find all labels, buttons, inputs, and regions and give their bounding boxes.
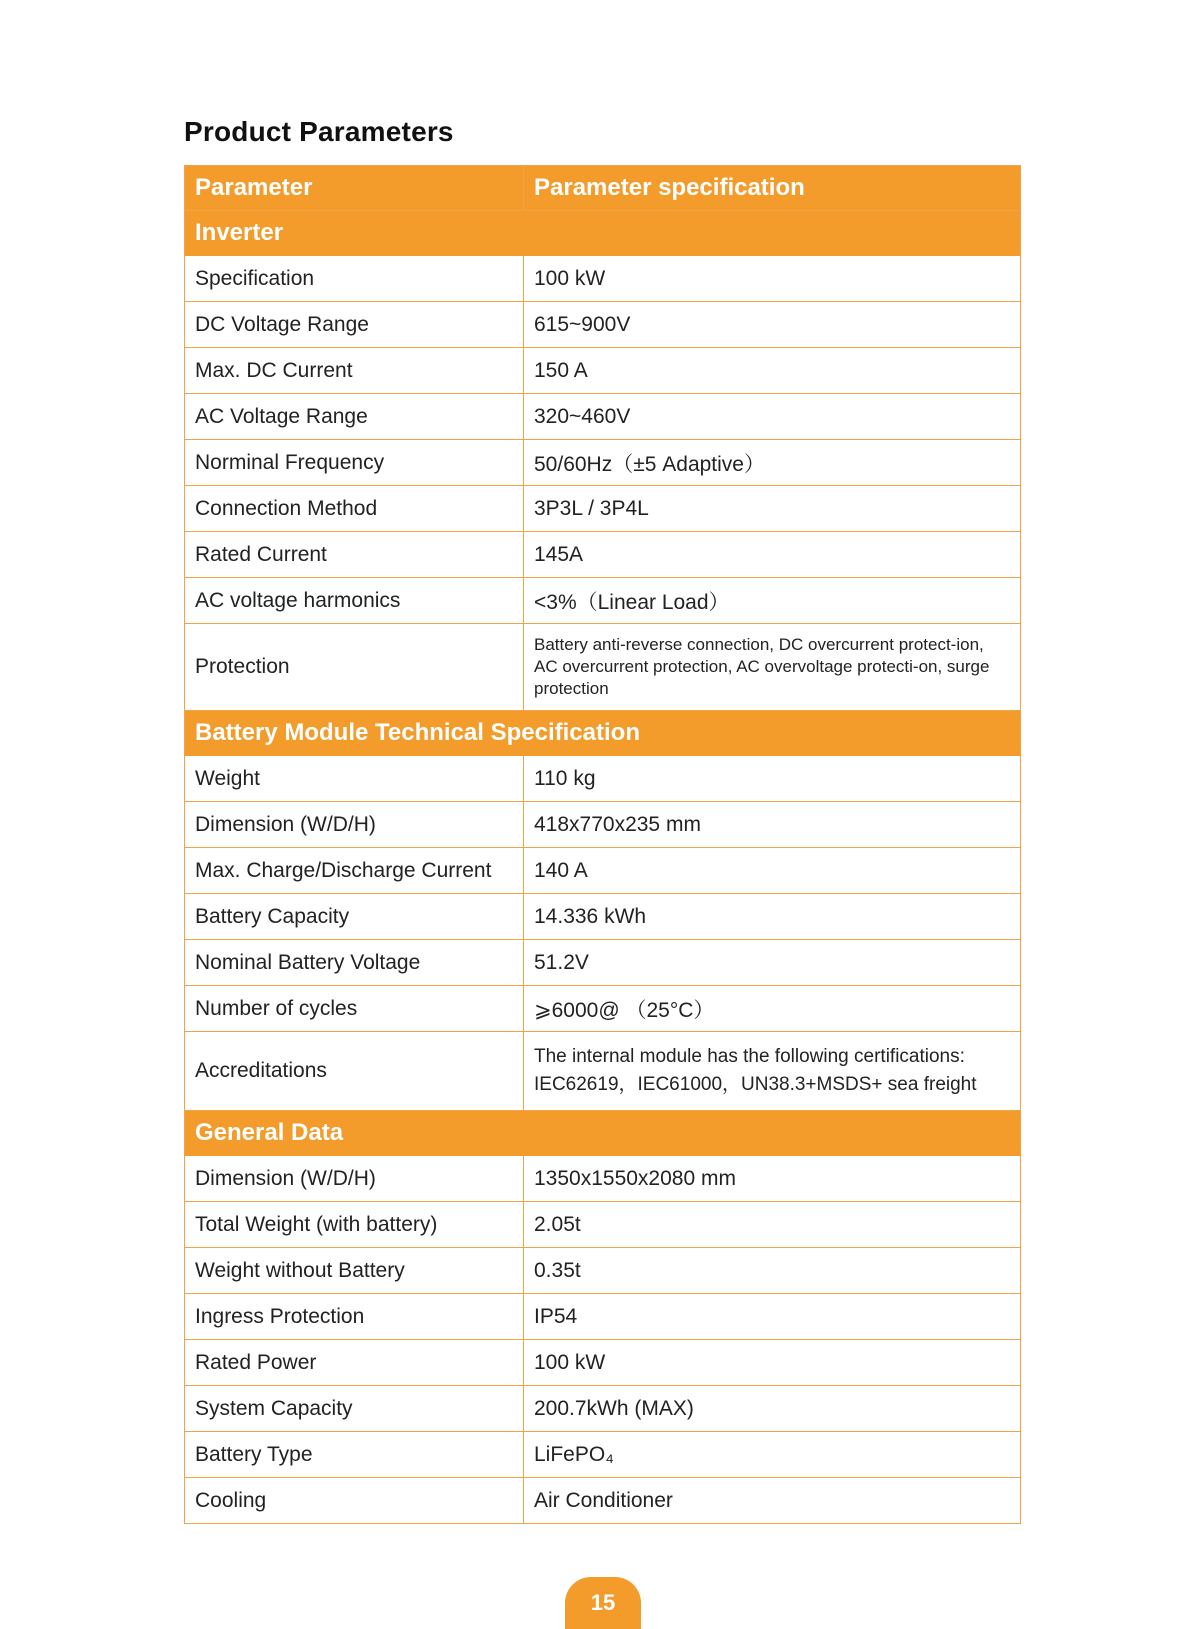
value-cell: 0.35t [524,1248,1021,1294]
param-cell: Max. DC Current [185,348,524,394]
param-cell: Connection Method [185,486,524,532]
param-cell: AC Voltage Range [185,394,524,440]
param-cell: Rated Power [185,1340,524,1386]
value-cell: 200.7kWh (MAX) [524,1386,1021,1432]
table-row [185,302,1021,348]
table-row [185,1386,1021,1432]
table-row [185,532,1021,578]
product-parameters-table [184,165,1021,1524]
table-row [185,986,1021,1032]
value-cell: The internal module has the following certifications: IEC62619，IEC61000，UN38.3+MSDS+ sea freight [524,1032,1021,1111]
value-cell: ⩾6000@ （25°C） [524,986,1021,1032]
param-cell: Total Weight (with battery) [185,1202,524,1248]
param-cell: Norminal Frequency [185,440,524,486]
header-parameter: Parameter [185,166,524,211]
value-cell: LiFePO₄ [524,1432,1021,1478]
param-cell: Cooling [185,1478,524,1524]
value-cell: 140 A [524,848,1021,894]
table-row [185,440,1021,486]
table-row [185,1156,1021,1202]
param-cell: Weight without Battery [185,1248,524,1294]
param-cell: DC Voltage Range [185,302,524,348]
table-row [185,1478,1021,1524]
value-cell: 1350x1550x2080 mm [524,1156,1021,1202]
value-cell: 110 kg [524,756,1021,802]
param-cell: Accreditations [185,1032,524,1111]
value-cell: <3%（Linear Load） [524,578,1021,624]
value-cell: 615~900V [524,302,1021,348]
value-cell: 150 A [524,348,1021,394]
value-cell: 100 kW [524,256,1021,302]
table-row [185,1294,1021,1340]
table-header-row [185,166,1021,211]
table-row [185,348,1021,394]
table-row [185,1032,1021,1111]
table-row [185,578,1021,624]
param-cell: Dimension (W/D/H) [185,802,524,848]
value-cell: 51.2V [524,940,1021,986]
param-cell: Battery Type [185,1432,524,1478]
param-cell: Ingress Protection [185,1294,524,1340]
value-cell: 320~460V [524,394,1021,440]
value-cell: 100 kW [524,1340,1021,1386]
table-row [185,1202,1021,1248]
value-cell: Air Conditioner [524,1478,1021,1524]
table-row [185,624,1021,711]
section-row-general-data [185,1111,1021,1156]
param-cell: Nominal Battery Voltage [185,940,524,986]
section-title: General Data [185,1111,1021,1156]
param-cell: Rated Current [185,532,524,578]
table-row [185,756,1021,802]
table-row [185,1432,1021,1478]
table-row [185,848,1021,894]
value-cell: 418x770x235 mm [524,802,1021,848]
page-title: Product Parameters [184,116,454,147]
table-row [185,1248,1021,1294]
param-cell: Protection [185,624,524,711]
param-cell: Max. Charge/Discharge Current [185,848,524,894]
table-row [185,802,1021,848]
param-cell: Specification [185,256,524,302]
param-cell: System Capacity [185,1386,524,1432]
value-cell: IP54 [524,1294,1021,1340]
value-cell: 3P3L / 3P4L [524,486,1021,532]
param-cell: Number of cycles [185,986,524,1032]
value-cell: 50/60Hz（±5 Adaptive） [524,440,1021,486]
section-title: Battery Module Technical Specification [185,711,1021,756]
value-cell: 14.336 kWh [524,894,1021,940]
param-cell: Dimension (W/D/H) [185,1156,524,1202]
table-row [185,394,1021,440]
page-number-tab: 15 [565,1577,641,1629]
value-cell: Battery anti-reverse connection, DC overcurrent protect-ion, AC overcurrent protection, AC overvoltage protecti-on, surge protection [524,624,1021,711]
value-cell: 2.05t [524,1202,1021,1248]
table-row [185,486,1021,532]
param-cell: AC voltage harmonics [185,578,524,624]
table-row [185,256,1021,302]
table-row [185,894,1021,940]
value-cell: 145A [524,532,1021,578]
param-cell: Weight [185,756,524,802]
header-specification: Parameter specification [524,166,1021,211]
section-row-inverter [185,211,1021,256]
table-row [185,1340,1021,1386]
table-row [185,940,1021,986]
param-cell: Battery Capacity [185,894,524,940]
section-row-battery-module [185,711,1021,756]
section-title: Inverter [185,211,1021,256]
